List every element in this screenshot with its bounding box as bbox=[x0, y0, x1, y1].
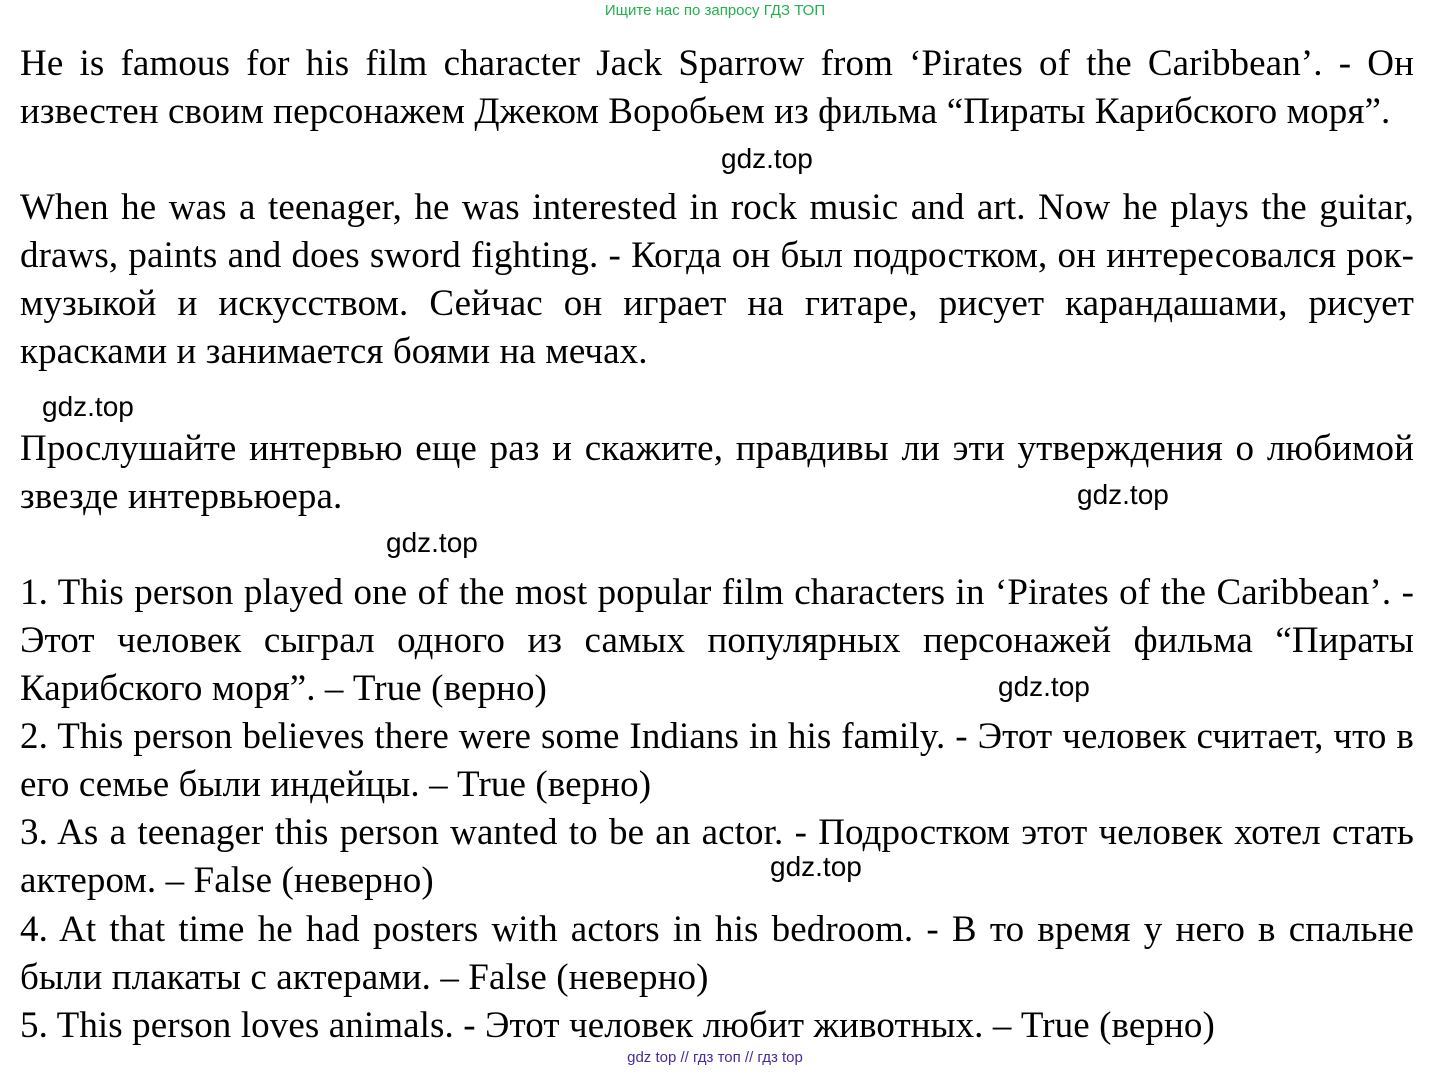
top-banner: Ищите нас по запросу ГДЗ ТОП bbox=[604, 2, 826, 19]
list-item-5: 5. This person loves animals. - Этот человек любит животных. – True (верно) bbox=[20, 1005, 1215, 1046]
list-item-1: 1. This person played one of the most popular film characters in ‘Pirates of the Caribbean’. - Этот человек сыграл одного из самых популярных персонажей фильма “Пираты Карибского моря”. – True (верно) bbox=[20, 572, 1414, 709]
list-item-2: 2. This person believes there were some Indians in his family. - Этот человек считает, что в его семье были индейцы. – True (верно) bbox=[20, 716, 1414, 805]
watermark: gdz.top bbox=[770, 851, 862, 882]
paragraph-jack-sparrow: He is famous for his film character Jack Sparrow from ‘Pirates of the Caribbean’. - Он известен своим персонажем Джеком Воробьем из фильма “Пираты Карибского моря”. bbox=[20, 43, 1414, 132]
paragraph-teenager: When he was a teenager, he was interested in rock music and art. Now he plays the guitar, draws, paints and does sword fighting. - Когда он был подростком, он интересовался рок-музыкой и искусством. Сейчас он играет на гитаре, рисует карандашами, рисует красками и занимается боями на мечах. bbox=[20, 187, 1414, 372]
watermark: gdz.top bbox=[42, 391, 134, 422]
paragraph-instruction: Прослушайте интервью еще раз и скажите, правдивы ли эти утверждения о любимой звезде интервьюера. bbox=[20, 428, 1414, 517]
watermark: gdz.top bbox=[1077, 479, 1169, 510]
watermark: gdz.top bbox=[386, 527, 478, 558]
list-item-4: 4. At that time he had posters with actors in his bedroom. - В то время у него в спальне были плакаты с актерами. – False (неверно) bbox=[20, 909, 1414, 998]
watermark: gdz.top bbox=[721, 143, 813, 174]
list-item-3: 3. As a teenager this person wanted to be an actor. - Подростком этот человек хотел стать актером. – False (неверно) bbox=[20, 812, 1414, 901]
bottom-banner: gdz top // гдз топ // гдз top bbox=[627, 1049, 803, 1066]
watermark: gdz.top bbox=[998, 671, 1090, 702]
